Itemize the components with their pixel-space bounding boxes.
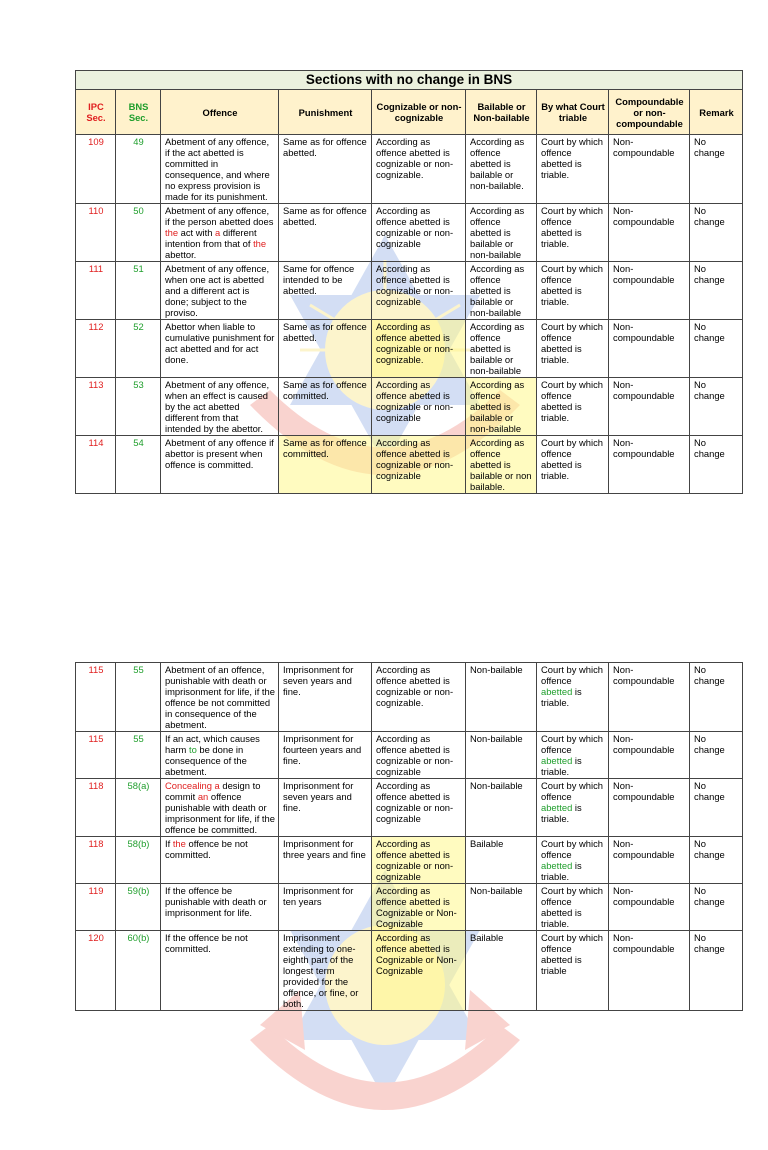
ipc-cell: 110 (76, 204, 116, 262)
table-row (76, 732, 743, 779)
court-text: Court by which offence (541, 780, 604, 802)
court-text: is triable. (541, 755, 582, 777)
sections-table-1 (75, 70, 743, 494)
bailable-text: According as offence abetted is bailable or non-bailable (470, 205, 525, 260)
bailable-cell (466, 884, 537, 931)
bailable-cell (466, 663, 537, 732)
header-cell: BNS Sec. (116, 90, 161, 135)
court-text: Court by which offence abetted is triable. (541, 379, 604, 423)
compoundable-cell: Non-compoundable (609, 204, 690, 262)
bns-cell: 55 (116, 732, 161, 779)
compoundable-cell: Non-compoundable (609, 931, 690, 1011)
bns-cell: 54 (116, 436, 161, 494)
punishment-text: Imprisonment for fourteen years and fine. (283, 733, 362, 766)
court-text: Court by which offence abetted is triable. (541, 263, 604, 307)
court-cell (537, 732, 609, 779)
court-text: abetted (541, 860, 573, 871)
court-text: abetted (541, 802, 573, 813)
offence-text: If the offence be not committed. (165, 932, 248, 954)
court-text: Court by which offence (541, 838, 604, 860)
cognizable-cell (372, 837, 466, 884)
court-text: Court by which offence abetted is triable. (541, 136, 604, 180)
bailable-text: According as offence abetted is bailable or non-bailable (470, 321, 525, 376)
punishment-cell (279, 779, 372, 837)
offence-text: Abetment of any offence if abettor is present when offence is committed. (165, 437, 274, 470)
remark-cell: No change (690, 884, 743, 931)
bailable-cell (466, 931, 537, 1011)
bailable-cell (466, 779, 537, 837)
cognizable-text: According as offence abetted is cognizable or non-cognizable (376, 205, 454, 249)
compoundable-cell: Non-compoundable (609, 779, 690, 837)
remark-cell: No change (690, 931, 743, 1011)
remark-cell: No change (690, 837, 743, 884)
header-cell: Offence (161, 90, 279, 135)
offence-text: a (211, 780, 220, 791)
offence-text: Abettor when liable to cumulative punishment for act abetted and for act done. (165, 321, 275, 365)
sections-table-2 (75, 662, 743, 1011)
remark-cell: No change (690, 320, 743, 378)
court-text: Court by which offence abetted is triable. (541, 321, 604, 365)
offence-cell (161, 663, 279, 732)
offence-cell (161, 262, 279, 320)
offence-text: Abetment of any offence, if the person abetted does (165, 205, 274, 227)
ipc-cell: 112 (76, 320, 116, 378)
bailable-cell (466, 320, 537, 378)
table-row (76, 378, 743, 436)
cognizable-cell (372, 732, 466, 779)
court-cell (537, 320, 609, 378)
punishment-cell (279, 663, 372, 732)
cognizable-text: According as offence abetted is cognizable or non-cognizable (376, 780, 454, 824)
compoundable-cell: Non-compoundable (609, 663, 690, 732)
court-cell (537, 884, 609, 931)
punishment-cell (279, 262, 372, 320)
offence-text: different intention from that of (165, 227, 257, 249)
punishment-cell (279, 436, 372, 494)
ipc-cell: 120 (76, 931, 116, 1011)
offence-text: an (197, 791, 209, 802)
bailable-cell (466, 436, 537, 494)
cognizable-cell (372, 779, 466, 837)
bns-cell: 53 (116, 378, 161, 436)
offence-cell (161, 837, 279, 884)
offence-cell (161, 204, 279, 262)
compoundable-cell: Non-compoundable (609, 378, 690, 436)
offence-text: abettor. (165, 249, 197, 260)
ipc-cell: 114 (76, 436, 116, 494)
table-row (76, 931, 743, 1011)
offence-text: to (188, 744, 197, 755)
court-text: Court by which offence abetted is triable. (541, 885, 604, 929)
header-cell: IPC Sec. (76, 90, 116, 135)
table-row (76, 262, 743, 320)
bailable-text: According as offence abetted is bailable or non-bailable. (470, 136, 525, 191)
offence-text: the (172, 838, 186, 849)
court-cell (537, 436, 609, 494)
punishment-cell (279, 884, 372, 931)
punishment-text: Imprisonment for seven years and fine. (283, 780, 354, 813)
cognizable-text: According as offence abetted is cognizable or non-cognizable. (376, 321, 454, 365)
offence-text: act with (178, 227, 216, 238)
bailable-text: Bailable (470, 838, 504, 849)
ipc-cell: 119 (76, 884, 116, 931)
cognizable-cell (372, 204, 466, 262)
punishment-cell (279, 135, 372, 204)
table-title: Sections with no change in BNS (76, 71, 743, 90)
ipc-cell: 118 (76, 779, 116, 837)
punishment-text: Same as for offence committed. (283, 437, 367, 459)
punishment-text: Same as for offence abetted. (283, 321, 367, 343)
bns-cell: 58(b) (116, 837, 161, 884)
bailable-text: Non-bailable (470, 780, 523, 791)
bailable-cell (466, 732, 537, 779)
cognizable-cell (372, 884, 466, 931)
cognizable-text: According as offence abetted is cognizable or non-cognizable (376, 379, 454, 423)
offence-cell (161, 436, 279, 494)
table-row (76, 436, 743, 494)
punishment-text: Same as for offence abetted. (283, 136, 367, 158)
ipc-cell: 115 (76, 663, 116, 732)
compoundable-cell: Non-compoundable (609, 320, 690, 378)
compoundable-cell: Non-compoundable (609, 436, 690, 494)
offence-text: Abetment of any offence, if the act abetted is committed in consequence, and where no express provision is made for its punishment. (165, 136, 270, 202)
bailable-text: Non-bailable (470, 885, 523, 896)
offence-cell (161, 135, 279, 204)
court-text: abetted (541, 755, 573, 766)
cognizable-text: According as offence abetted is cognizable or non-cognizable (376, 437, 454, 481)
offence-text: If the offence be punishable with death or imprisonment for life. (165, 885, 267, 918)
header-cell: Compoundable or non-compoundable (609, 90, 690, 135)
table-header-row (76, 90, 743, 135)
offence-cell (161, 732, 279, 779)
punishment-cell (279, 378, 372, 436)
remark-cell: No change (690, 204, 743, 262)
table-row (76, 320, 743, 378)
cognizable-cell (372, 320, 466, 378)
offence-text: the (253, 238, 267, 249)
ipc-cell: 115 (76, 732, 116, 779)
offence-text: If (165, 838, 173, 849)
bns-cell: 50 (116, 204, 161, 262)
offence-cell (161, 884, 279, 931)
offence-text: Abetment of any offence, when one act is abetted and a different act is done; subject to the proviso. (165, 263, 270, 318)
remark-cell: No change (690, 378, 743, 436)
remark-cell: No change (690, 262, 743, 320)
court-text: Court by which offence (541, 733, 604, 755)
bailable-cell (466, 204, 537, 262)
punishment-text: Imprisonment for three years and fine (283, 838, 366, 860)
bailable-cell (466, 135, 537, 204)
bailable-text: Non-bailable (470, 664, 523, 675)
cognizable-text: According as offence abetted is cognizable or non-cognizable. (376, 664, 454, 708)
punishment-cell (279, 204, 372, 262)
cognizable-cell (372, 378, 466, 436)
bailable-cell (466, 262, 537, 320)
court-cell (537, 837, 609, 884)
punishment-text: Same as for offence abetted. (283, 205, 367, 227)
cognizable-text: According as offence abetted is cognizable or non-cognizable. (376, 136, 454, 180)
bns-cell: 52 (116, 320, 161, 378)
compoundable-cell: Non-compoundable (609, 262, 690, 320)
court-cell (537, 779, 609, 837)
table-row (76, 779, 743, 837)
punishment-cell (279, 320, 372, 378)
cognizable-text: According as offence abetted is cognizable or non-cognizable (376, 838, 454, 882)
offence-text: If an act, which causes harm (165, 733, 260, 755)
cognizable-cell (372, 262, 466, 320)
offence-text: Abetment of an offence, punishable with death or imprisonment for life, if the offence be not committed in consequence of the abetment. (165, 664, 275, 730)
ipc-cell: 111 (76, 262, 116, 320)
court-cell (537, 204, 609, 262)
court-cell (537, 135, 609, 204)
cognizable-text: According as offence abetted is cognizable or non-cognizable (376, 263, 454, 307)
header-cell: Bailable or Non-bailable (466, 90, 537, 135)
offence-cell (161, 931, 279, 1011)
offence-text: design to commit (165, 780, 261, 802)
bailable-cell (466, 837, 537, 884)
header-cell: Cognizable or non-cognizable (372, 90, 466, 135)
punishment-cell (279, 931, 372, 1011)
court-text: Court by which offence abetted is triable. (541, 205, 604, 249)
bns-cell: 49 (116, 135, 161, 204)
cognizable-text: According as offence abetted is cognizable or non-cognizable (376, 733, 454, 777)
punishment-cell (279, 732, 372, 779)
bns-cell: 58(a) (116, 779, 161, 837)
remark-cell: No change (690, 732, 743, 779)
court-cell (537, 663, 609, 732)
ipc-cell: 118 (76, 837, 116, 884)
bns-cell: 55 (116, 663, 161, 732)
punishment-text: Imprisonment for ten years (283, 885, 354, 907)
cognizable-cell (372, 931, 466, 1011)
cognizable-text: According as offence abetted is Cognizable or Non-Cognizable (376, 885, 457, 929)
table-row (76, 837, 743, 884)
remark-cell: No change (690, 436, 743, 494)
compoundable-cell: Non-compoundable (609, 135, 690, 204)
offence-text: Concealing (165, 780, 212, 791)
table-row (76, 135, 743, 204)
offence-text: the (165, 227, 179, 238)
court-text: Court by which offence abetted is triable. (541, 437, 604, 481)
court-text: is triable. (541, 802, 582, 824)
offence-cell (161, 320, 279, 378)
remark-cell: No change (690, 663, 743, 732)
bns-cell: 59(b) (116, 884, 161, 931)
offence-text: a (215, 227, 221, 238)
bailable-text: According as offence abetted is bailable or non-bailable (470, 263, 525, 318)
court-cell (537, 378, 609, 436)
court-cell (537, 931, 609, 1011)
punishment-text: Imprisonment extending to one-eighth part of the longest term provided for the offence, or fine, or both. (283, 932, 359, 1009)
table-row (76, 884, 743, 931)
bailable-text: According as offence abetted is bailable or non-bailable (470, 379, 525, 434)
compoundable-cell: Non-compoundable (609, 732, 690, 779)
offence-text: offence be not committed. (165, 838, 248, 860)
punishment-text: Same as for offence committed. (283, 379, 367, 401)
court-text: Court by which offence (541, 664, 604, 686)
offence-cell (161, 779, 279, 837)
cognizable-cell (372, 436, 466, 494)
offence-cell (161, 378, 279, 436)
bns-cell: 51 (116, 262, 161, 320)
bns-cell: 60(b) (116, 931, 161, 1011)
punishment-text: Imprisonment for seven years and fine. (283, 664, 354, 697)
remark-cell: No change (690, 779, 743, 837)
header-cell: By what Court triable (537, 90, 609, 135)
cognizable-cell (372, 663, 466, 732)
remark-cell: No change (690, 135, 743, 204)
punishment-text: Same for offence intended to be abetted. (283, 263, 355, 296)
offence-text: be done in consequence of the abetment. (165, 744, 247, 777)
cognizable-cell (372, 135, 466, 204)
court-text: is triable. (541, 860, 582, 882)
bailable-text: Non-bailable (470, 733, 523, 744)
compoundable-cell: Non-compoundable (609, 884, 690, 931)
court-text: Court by which offence abetted is triable (541, 932, 604, 976)
header-cell: Remark (690, 90, 743, 135)
ipc-cell: 109 (76, 135, 116, 204)
offence-text: offence punishable with death or imprisonment for life, if the offence be committed. (165, 791, 275, 835)
bailable-cell (466, 378, 537, 436)
offence-text: Abetment of any offence, when an effect is caused by the act abetted different from that intended by the abettor. (165, 379, 270, 434)
table-row (76, 663, 743, 732)
table-row (76, 204, 743, 262)
cognizable-text: According as offence abetted is Cognizable or Non-Cognizable (376, 932, 457, 976)
bailable-text: Bailable (470, 932, 504, 943)
court-cell (537, 262, 609, 320)
court-text: abetted (541, 686, 573, 697)
punishment-cell (279, 837, 372, 884)
ipc-cell: 113 (76, 378, 116, 436)
header-cell: Punishment (279, 90, 372, 135)
court-text: is triable. (541, 686, 582, 708)
bailable-text: According as offence abetted is bailable or non bailable. (470, 437, 532, 492)
compoundable-cell: Non-compoundable (609, 837, 690, 884)
